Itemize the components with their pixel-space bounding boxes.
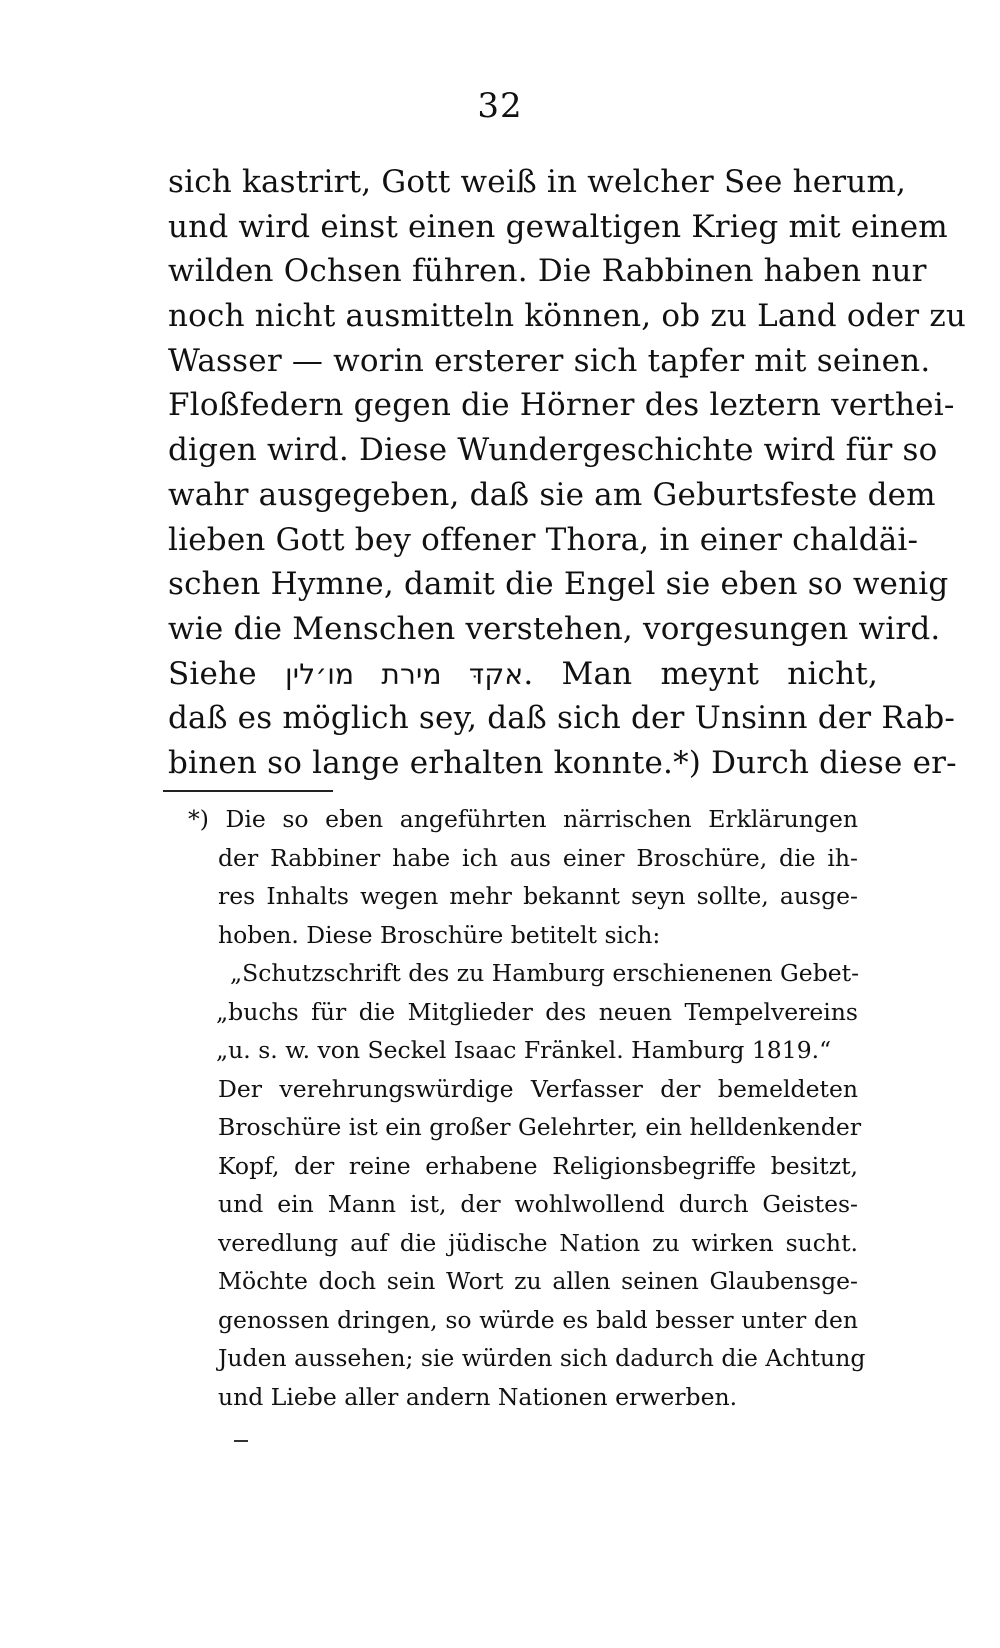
- text-line: digen wird. Diese Wundergeschichte wird für so: [168, 432, 938, 469]
- footnote-para-line: Der verehrungswürdige Verfasser der bemeldeten: [218, 1074, 858, 1103]
- footnote-para-line: Kopf, der reine erhabene Religionsbegriffe besitzt,: [218, 1151, 858, 1180]
- footnote-para-line: veredlung auf die jüdische Nation zu wirken sucht.: [218, 1228, 858, 1257]
- footnote-para-line: und ein Mann ist, der wohlwollend durch Geistes-: [218, 1190, 858, 1218]
- main-text: [168, 160, 967, 786]
- text-line: wahr ausgegeben, daß sie am Geburtsfeste dem: [168, 476, 936, 513]
- footnote-quote-line: „Schutzschrift des zu Hamburg erschienenen Gebet-: [230, 959, 860, 987]
- text-line: sich kastrirt, Gott weiß in welcher See herum,: [168, 164, 907, 200]
- footnote-quote-line: „buchs für die Mitglieder des neuen Tempelvereins: [216, 997, 858, 1026]
- text-line: Wasser — worin ersterer sich tapfer mit seinen.: [168, 342, 931, 379]
- text-line: daß es möglich sey, daß sich der Unsinn der Rab-: [168, 700, 956, 737]
- hebrew-citation: אקדּ מירת מו׳לין: [284, 657, 524, 691]
- footnote-para-line: genossen dringen, so würde es bald besser unter den: [218, 1305, 858, 1334]
- footnote-para-line: Juden aussehen; sie würden sich dadurch die Achtung: [218, 1344, 866, 1372]
- footnote: [188, 800, 866, 1416]
- footnote-para-line: Broschüre ist ein großer Gelehrter, ein helldenkender: [218, 1113, 862, 1141]
- footnote-line: *) Die so eben angeführten närrischen Erklärungen: [188, 805, 858, 833]
- footnote-para-line: Möchte doch sein Wort zu allen seinen Glaubensge-: [218, 1267, 858, 1295]
- text-line: binen so lange erhalten konnte.*) Durch diese er-: [168, 744, 957, 781]
- text-line: noch nicht ausmitteln können, ob zu Land oder zu: [168, 298, 967, 335]
- text-line-siehe: [168, 652, 878, 697]
- text-line: wilden Ochsen führen. Die Rabbinen haben nur: [168, 253, 927, 290]
- text-line: und wird einst einen gewaltigen Krieg mit einem: [168, 208, 948, 245]
- footnote-quote-line: „u. s. w. von Seckel Isaac Fränkel. Hamburg 1819.“: [216, 1036, 832, 1064]
- footnote-separator: [163, 790, 333, 792]
- page-number: 32: [477, 86, 523, 126]
- siehe-suffix: . Man meynt nicht,: [523, 655, 878, 692]
- text-line: Floßfedern gegen die Hörner des leztern verthei-: [168, 387, 955, 424]
- text-line: schen Hymne, damit die Engel sie eben so wenig: [168, 566, 949, 603]
- ink-mark: [234, 1440, 248, 1442]
- footnote-line: res Inhalts wegen mehr bekannt seyn sollte, ausge-: [218, 882, 858, 910]
- footnote-para-line: und Liebe aller andern Nationen erwerben.: [218, 1382, 738, 1411]
- text-line: wie die Menschen verstehen, vorgesungen wird.: [168, 610, 941, 647]
- siehe-prefix: Siehe: [168, 655, 257, 692]
- text-line: lieben Gott bey offener Thora, in einer chaldäi-: [168, 521, 919, 558]
- footnote-line: hoben. Diese Broschüre betitelt sich:: [218, 920, 661, 949]
- footnote-line: der Rabbiner habe ich aus einer Broschüre, die ih-: [218, 843, 858, 872]
